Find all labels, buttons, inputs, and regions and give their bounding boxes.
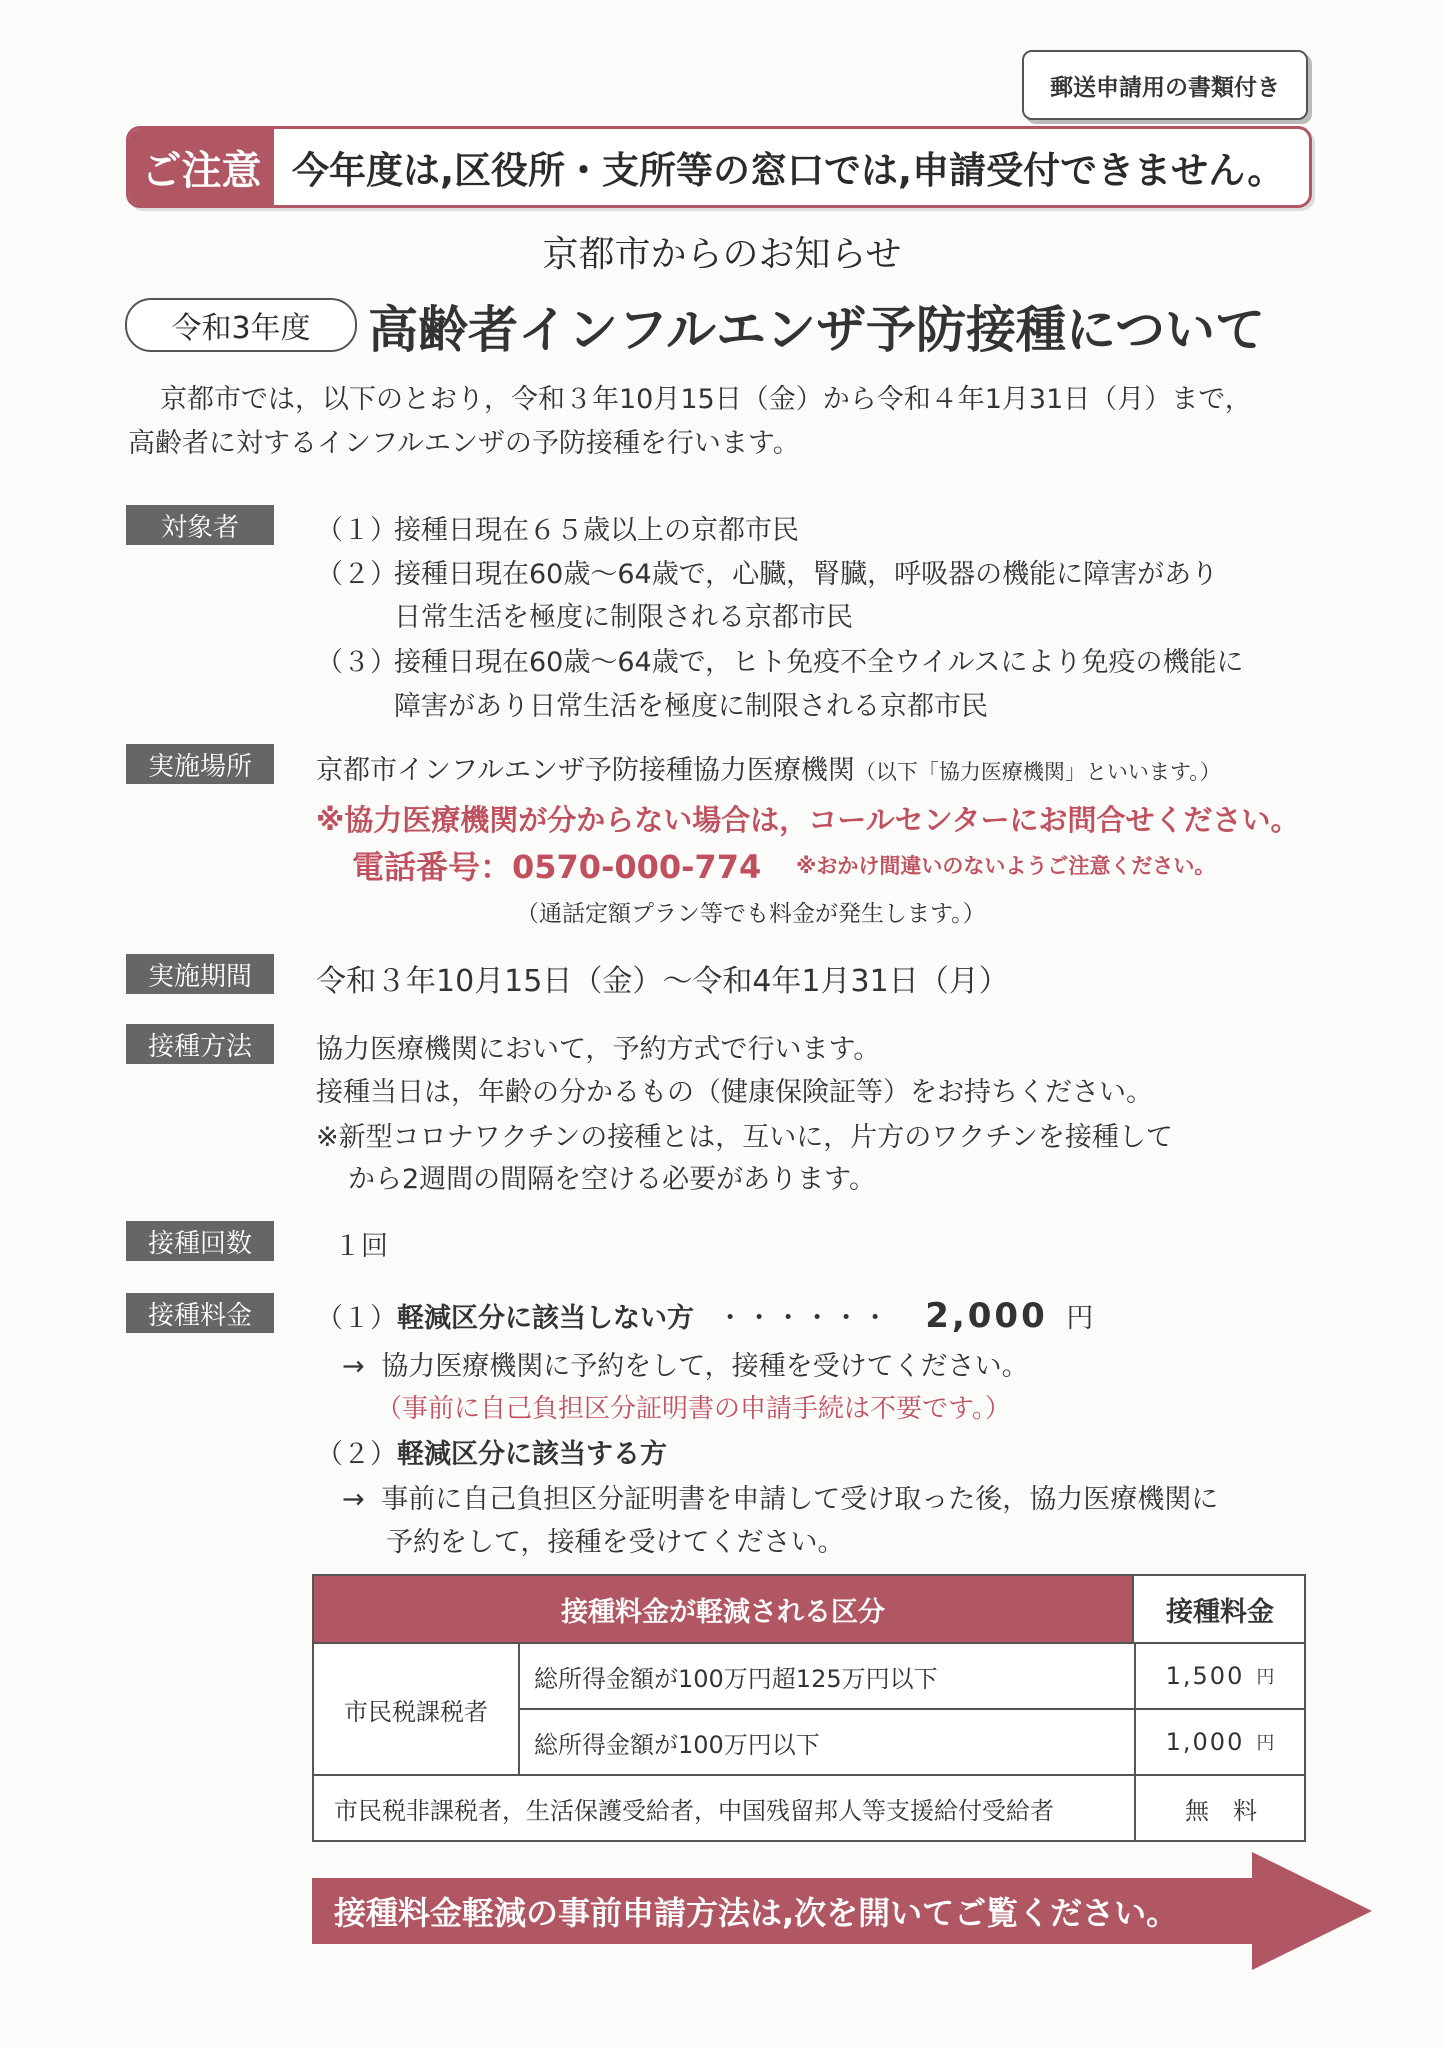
page-title: 高齢者インフルエンザ予防接種について — [368, 301, 1265, 359]
method-line: ※新型コロナワクチンの接種とは，互いに，片方のワクチンを接種して — [316, 1122, 1173, 1153]
row-fee-value: 1,000 — [1165, 1728, 1245, 1756]
year-pill: 令和3年度 — [125, 298, 357, 352]
target-item-1-num: （１） — [316, 515, 397, 546]
label-fee: 接種料金 — [126, 1293, 274, 1333]
fee-item-1-amount: 2,000 — [925, 1296, 1048, 1336]
target-item-2-num: （２） — [316, 559, 397, 590]
phone-caution: ※おかけ間違いのないようご注意ください。 — [796, 854, 1216, 878]
row-fee-unit: 円 — [1256, 1667, 1277, 1688]
place-main: 京都市インフルエンザ予防接種協力医療機関 — [316, 755, 855, 786]
target-item-2-line: 日常生活を極度に制限される京都市民 — [394, 602, 853, 633]
method-line: から2週間の間隔を空ける必要があります。 — [348, 1164, 877, 1195]
table-header-category: 接種料金が軽減される区分 — [314, 1576, 1132, 1642]
table-row-condition: 総所得金額が100万円超125万円以下 — [534, 1664, 938, 1693]
label-place: 実施場所 — [126, 744, 274, 784]
table-row-fee — [1134, 1710, 1306, 1774]
row-fee-unit: 円 — [1256, 1733, 1277, 1754]
fee-item-1-unit: 円 — [1066, 1303, 1094, 1334]
table-row-condition: 総所得金額が100万円以下 — [534, 1730, 820, 1759]
intro-paragraph — [128, 378, 1318, 466]
phone-number: 電話番号：0570-000-774 — [352, 848, 762, 886]
method-line: 接種当日は，年齢の分かるもの（健康保険証等）をお持ちください。 — [316, 1077, 1153, 1108]
fee-item-2-title: 軽減区分に該当する方 — [397, 1439, 667, 1470]
notice-text: 今年度は,区役所・支所等の窓口では,申請受付できません。 — [292, 149, 1285, 192]
target-item-3-num: （３） — [316, 647, 397, 678]
fee-item-2 — [316, 1432, 667, 1471]
fee-item-2-desc-text: 予約をして，接種を受けてください。 — [386, 1527, 845, 1558]
place-callcenter-note: ※協力医療機関が分からない場合は，コールセンターにお問合せください。 — [316, 803, 1300, 837]
page-subtitle: 京都市からのお知らせ — [542, 234, 902, 275]
period-text: 令和３年10月15日（金）～令和4年1月31日（月） — [316, 964, 1009, 999]
fee-item-1-title: 軽減区分に該当しない方 — [397, 1303, 694, 1334]
fee-item-2-desc-text: 事前に自己負担区分証明書を申請して受け取った後，協力医療機関に — [381, 1484, 1219, 1515]
fee-item-1-num: （１） — [316, 1303, 397, 1334]
fee-item-2-num: （２） — [316, 1439, 397, 1470]
fee-item-1-note: （事前に自己負担区分証明書の申請手続は不要です。） — [376, 1394, 1011, 1424]
taxed-label: 市民税課税者 — [314, 1644, 520, 1774]
fee-item-1 — [316, 1296, 1093, 1336]
label-method: 接種方法 — [126, 1024, 274, 1064]
count-text: １回 — [334, 1231, 388, 1262]
target-item-3-line: 接種日現在60歳～64歳で，ヒト免疫不全ウイルスにより免疫の機能に — [394, 647, 1244, 678]
intro-line: 高齢者に対するインフルエンザの予防接種を行います。 — [128, 428, 800, 459]
arrow-right-icon: → — [342, 1484, 365, 1515]
notice-tag: ご注意 — [129, 129, 274, 205]
target-item-3-line: 障害があり日常生活を極度に制限される京都市民 — [394, 691, 988, 722]
next-page-arrow — [312, 1852, 1372, 1970]
target-item-2-line: 接種日現在60歳～64歳で，心臓，腎臓，呼吸器の機能に障害があり — [394, 559, 1219, 590]
fee-item-2-desc — [342, 1477, 1218, 1516]
exempt-fee: 無 料 — [1134, 1776, 1306, 1840]
method-line: 協力医療機関において，予約方式で行います。 — [316, 1034, 881, 1065]
arrow-right-icon: → — [342, 1351, 365, 1382]
place-line-1 — [316, 748, 1221, 787]
row-fee-value: 1,500 — [1165, 1662, 1245, 1690]
label-target: 対象者 — [126, 505, 274, 545]
exempt-label: 市民税非課税者，生活保護受給者，中国残留邦人等支援給付受給者 — [334, 1796, 1054, 1825]
call-fee-note: （通話定額プラン等でも料金が発生します。） — [516, 901, 986, 927]
fee-item-1-desc-text: 協力医療機関に予約をして，接種を受けてください。 — [381, 1351, 1029, 1382]
intro-line: 京都市では，以下のとおり，令和３年10月15日（金）から令和４年1月31日（月）まで， — [160, 384, 1252, 415]
notice-banner — [126, 126, 1312, 208]
place-note: （以下「協力医療機関」といいます。） — [854, 760, 1221, 784]
table-header-fee: 接種料金 — [1132, 1576, 1306, 1642]
target-item-1-line: 接種日現在６５歳以上の京都市民 — [394, 515, 799, 546]
table-row-fee — [1134, 1644, 1306, 1708]
fee-table — [312, 1574, 1306, 1842]
mail-application-badge: 郵送申請用の書類付き — [1022, 50, 1308, 120]
fee-item-1-dots: ・・・・・・ — [716, 1303, 891, 1334]
fee-item-1-desc — [342, 1344, 1029, 1383]
label-count: 接種回数 — [126, 1221, 274, 1261]
label-period: 実施期間 — [126, 954, 274, 994]
next-page-text: 接種料金軽減の事前申請方法は,次を開いてご覧ください。 — [334, 1894, 1179, 1932]
